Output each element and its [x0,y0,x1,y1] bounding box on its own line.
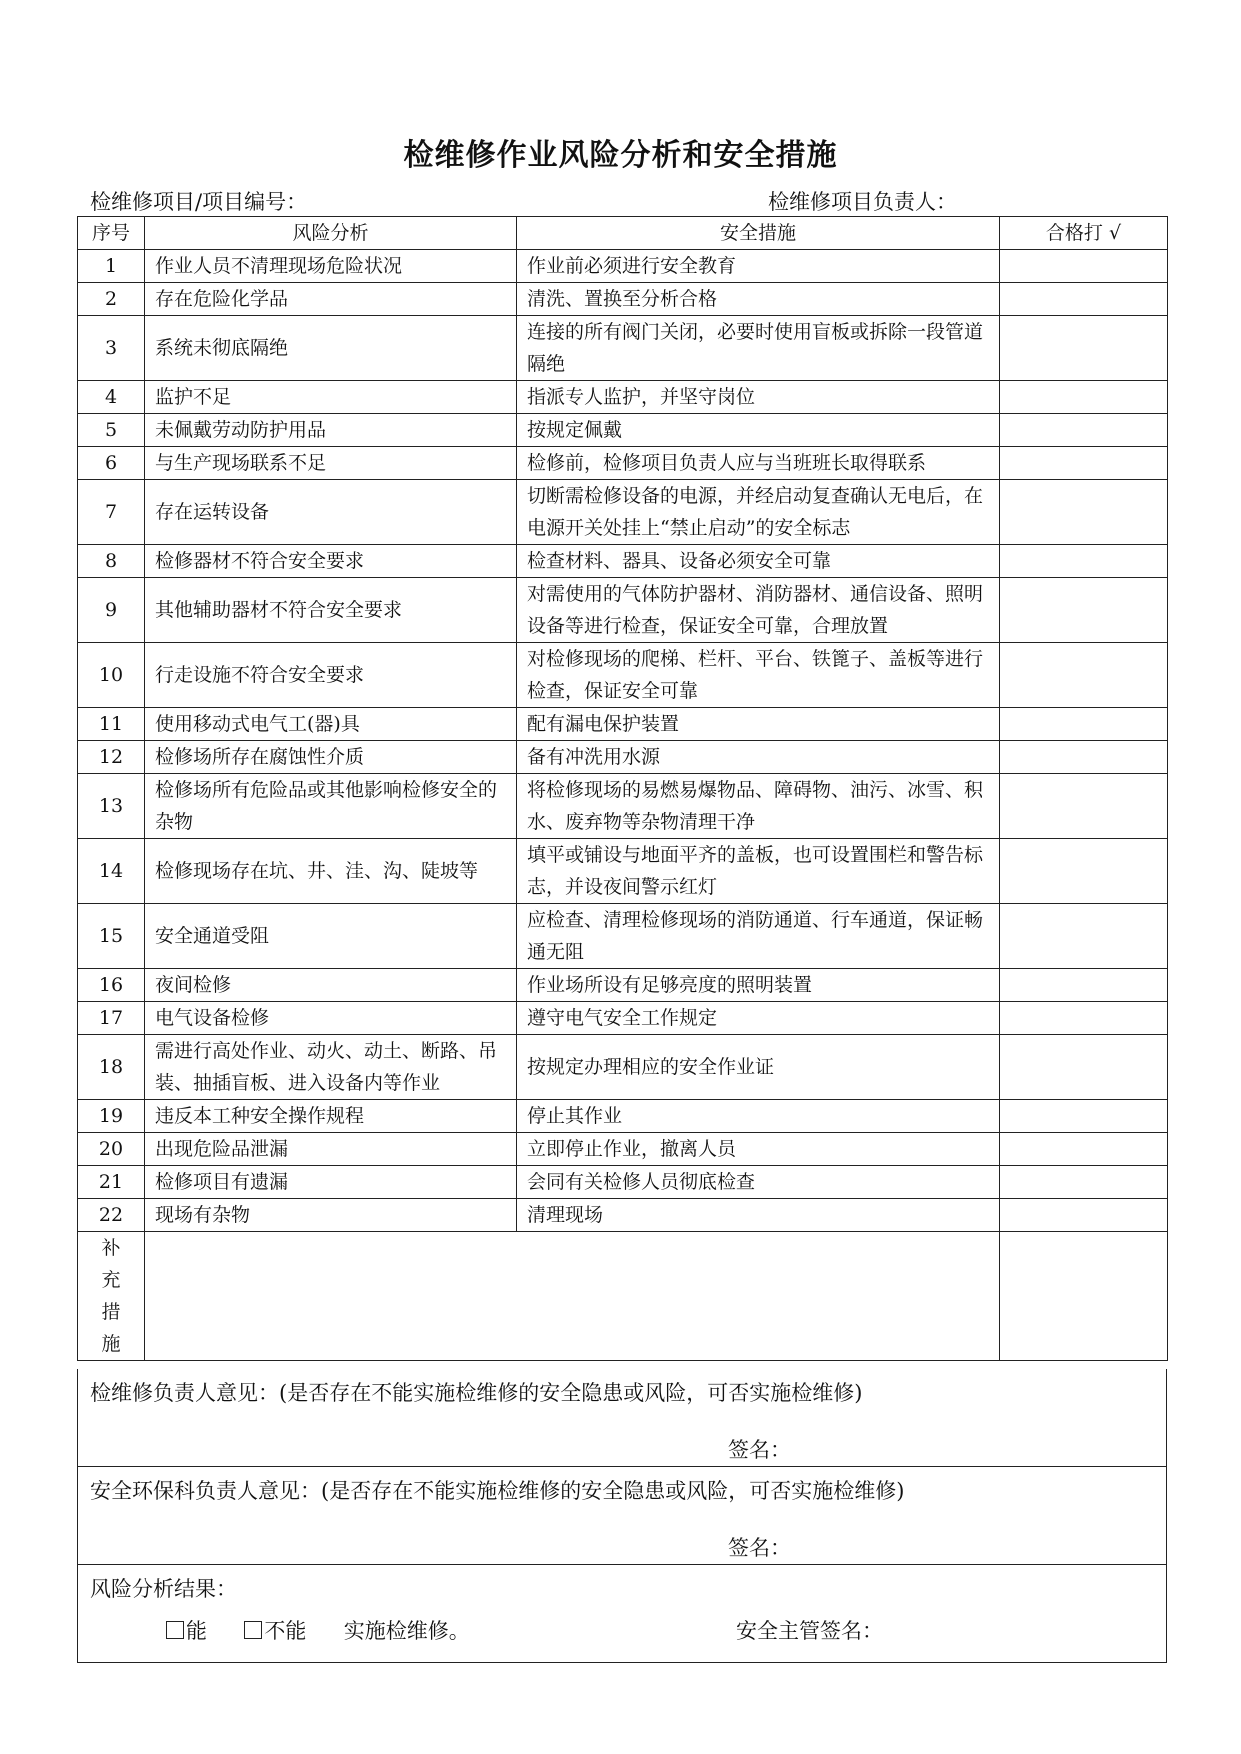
measure-cell: 配有漏电保护装置 [517,708,1000,741]
check-cell[interactable] [1000,1199,1168,1232]
measure-cell: 对需使用的气体防护器材、消防器材、通信设备、照明设备等进行检查，保证安全可靠，合理放置 [517,578,1000,643]
result-options [166,1615,470,1645]
measure-cell: 填平或铺设与地面平齐的盖板，也可设置围栏和警告标志，并设夜间警示红灯 [517,839,1000,904]
check-cell[interactable] [1000,480,1168,545]
table-row [78,381,1168,414]
measure-cell: 对检修现场的爬梯、栏杆、平台、铁篦子、盖板等进行检查，保证安全可靠 [517,643,1000,708]
risk-cell: 检修器材不符合安全要求 [145,545,517,578]
safety-sign-label: 签名： [728,1536,791,1560]
risk-cell: 现场有杂物 [145,1199,517,1232]
measure-cell: 清理现场 [517,1199,1000,1232]
row-number: 9 [78,578,145,643]
table-row [78,250,1168,283]
option-no-label: 不能 [264,1619,307,1643]
check-cell[interactable] [1000,1133,1168,1166]
risk-cell: 系统未彻底隔绝 [145,316,517,381]
table-row [78,643,1168,708]
table-row [78,578,1168,643]
row-number: 17 [78,1002,145,1035]
supplement-check-cell[interactable] [1000,1232,1168,1361]
risk-cell: 夜间检修 [145,969,517,1002]
row-number: 4 [78,381,145,414]
risk-result-panel [77,1565,1167,1663]
table-row [78,1199,1168,1232]
risk-cell: 其他辅助器材不符合安全要求 [145,578,517,643]
risk-cell: 安全通道受阻 [145,904,517,969]
row-number: 5 [78,414,145,447]
measure-cell: 应检查、清理检修现场的消防通道、行车通道，保证畅通无阻 [517,904,1000,969]
row-number: 12 [78,741,145,774]
checkbox-yes[interactable] [166,1621,184,1639]
row-number: 2 [78,283,145,316]
safety-opinion-panel[interactable] [77,1467,1167,1565]
check-cell[interactable] [1000,904,1168,969]
risk-cell: 检修场所存在腐蚀性介质 [145,741,517,774]
maintenance-opinion-text: 检维修负责人意见：(是否存在不能实施检维修的安全隐患或风险，可否实施检维修) [90,1381,863,1405]
check-cell[interactable] [1000,316,1168,381]
check-cell[interactable] [1000,414,1168,447]
table-row [78,1166,1168,1199]
row-number: 22 [78,1199,145,1232]
check-cell[interactable] [1000,381,1168,414]
row-number: 6 [78,447,145,480]
measure-cell: 检查材料、器具、设备必须安全可靠 [517,545,1000,578]
result-suffix: 实施检维修。 [343,1619,470,1643]
check-cell[interactable] [1000,774,1168,839]
measure-cell: 指派专人监护，并坚守岗位 [517,381,1000,414]
row-number: 20 [78,1133,145,1166]
row-number: 16 [78,969,145,1002]
risk-result-label: 风险分析结果： [90,1577,237,1601]
col-header-measure: 安全措施 [517,217,1000,250]
table-row [78,839,1168,904]
measure-cell: 立即停止作业，撤离人员 [517,1133,1000,1166]
check-cell[interactable] [1000,741,1168,774]
col-header-risk: 风险分析 [145,217,517,250]
risk-cell: 违反本工种安全操作规程 [145,1100,517,1133]
row-number: 1 [78,250,145,283]
row-number: 21 [78,1166,145,1199]
checkbox-no[interactable] [244,1621,262,1639]
check-cell[interactable] [1000,545,1168,578]
risk-cell: 检修项目有遗漏 [145,1166,517,1199]
supplement-input[interactable] [145,1232,1000,1361]
check-cell[interactable] [1000,708,1168,741]
table-row [78,969,1168,1002]
risk-cell: 存在运转设备 [145,480,517,545]
supplement-char: 补 [101,1237,121,1259]
project-number-label: 检维修项目/项目编号： [90,190,308,214]
table-row [78,904,1168,969]
check-cell[interactable] [1000,447,1168,480]
risk-cell: 检修场所有危险品或其他影响检修安全的杂物 [145,774,517,839]
risk-cell: 需进行高处作业、动火、动土、断路、吊装、抽插盲板、进入设备内等作业 [145,1035,517,1100]
table-row [78,708,1168,741]
row-number: 8 [78,545,145,578]
check-cell[interactable] [1000,1002,1168,1035]
row-number: 14 [78,839,145,904]
supplement-char: 充 [101,1269,121,1291]
maintenance-sign-label: 签名： [728,1438,791,1462]
check-cell[interactable] [1000,283,1168,316]
table-row [78,741,1168,774]
risk-cell: 行走设施不符合安全要求 [145,643,517,708]
table-row [78,283,1168,316]
table-row [78,1100,1168,1133]
risk-cell: 作业人员不清理现场危险状况 [145,250,517,283]
check-cell[interactable] [1000,1100,1168,1133]
risk-cell: 使用移动式电气工(器)具 [145,708,517,741]
row-number: 7 [78,480,145,545]
table-row [78,480,1168,545]
safety-opinion-text: 安全环保科负责人意见：(是否存在不能实施检维修的安全隐患或风险，可否实施检维修) [90,1479,905,1503]
supplement-label [78,1232,145,1361]
row-number: 13 [78,774,145,839]
check-cell[interactable] [1000,969,1168,1002]
row-number: 15 [78,904,145,969]
measure-cell: 备有冲洗用水源 [517,741,1000,774]
option-yes-label: 能 [186,1619,207,1643]
supervisor-sign-label: 安全主管签名： [736,1619,883,1643]
risk-cell: 与生产现场联系不足 [145,447,517,480]
col-header-no: 序号 [78,217,145,250]
measure-cell: 作业前必须进行安全教育 [517,250,1000,283]
page-title: 检维修作业风险分析和安全措施 [403,138,838,173]
check-cell[interactable] [1000,578,1168,643]
row-number: 18 [78,1035,145,1100]
table-row [78,1035,1168,1100]
measure-cell: 连接的所有阀门关闭，必要时使用盲板或拆除一段管道隔绝 [517,316,1000,381]
risk-cell: 电气设备检修 [145,1002,517,1035]
measure-cell: 切断需检修设备的电源，并经启动复查确认无电后，在电源开关处挂上“禁止启动”的安全标志 [517,480,1000,545]
risk-cell: 出现危险品泄漏 [145,1133,517,1166]
check-cell[interactable] [1000,1166,1168,1199]
check-cell[interactable] [1000,250,1168,283]
row-number: 10 [78,643,145,708]
measure-cell: 遵守电气安全工作规定 [517,1002,1000,1035]
supplement-row [78,1232,1168,1361]
supplement-char: 施 [101,1333,121,1355]
risk-cell: 存在危险化学品 [145,283,517,316]
table-row [78,447,1168,480]
row-number: 11 [78,708,145,741]
supplement-char: 措 [101,1301,121,1323]
measure-cell: 清洗、置换至分析合格 [517,283,1000,316]
check-cell[interactable] [1000,839,1168,904]
row-number: 19 [78,1100,145,1133]
table-header-row [78,217,1168,250]
measure-cell: 将检修现场的易燃易爆物品、障碍物、油污、冰雪、积水、废弃物等杂物清理干净 [517,774,1000,839]
measure-cell: 停止其作业 [517,1100,1000,1133]
check-cell[interactable] [1000,1035,1168,1100]
table-row [78,1002,1168,1035]
table-row [78,545,1168,578]
measure-cell: 检修前，检修项目负责人应与当班班长取得联系 [517,447,1000,480]
risk-table [77,216,1168,1361]
check-cell[interactable] [1000,643,1168,708]
risk-cell: 监护不足 [145,381,517,414]
row-number: 3 [78,316,145,381]
table-row [78,414,1168,447]
table-row [78,316,1168,381]
col-header-check: 合格打 √ [1000,217,1168,250]
risk-cell: 检修现场存在坑、井、洼、沟、陡坡等 [145,839,517,904]
measure-cell: 按规定佩戴 [517,414,1000,447]
measure-cell: 按规定办理相应的安全作业证 [517,1035,1000,1100]
risk-cell: 未佩戴劳动防护用品 [145,414,517,447]
table-row [78,1133,1168,1166]
maintenance-opinion-panel[interactable] [77,1369,1167,1467]
table-row [78,774,1168,839]
measure-cell: 会同有关检修人员彻底检查 [517,1166,1000,1199]
project-owner-label: 检维修项目负责人： [768,190,957,214]
measure-cell: 作业场所设有足够亮度的照明装置 [517,969,1000,1002]
